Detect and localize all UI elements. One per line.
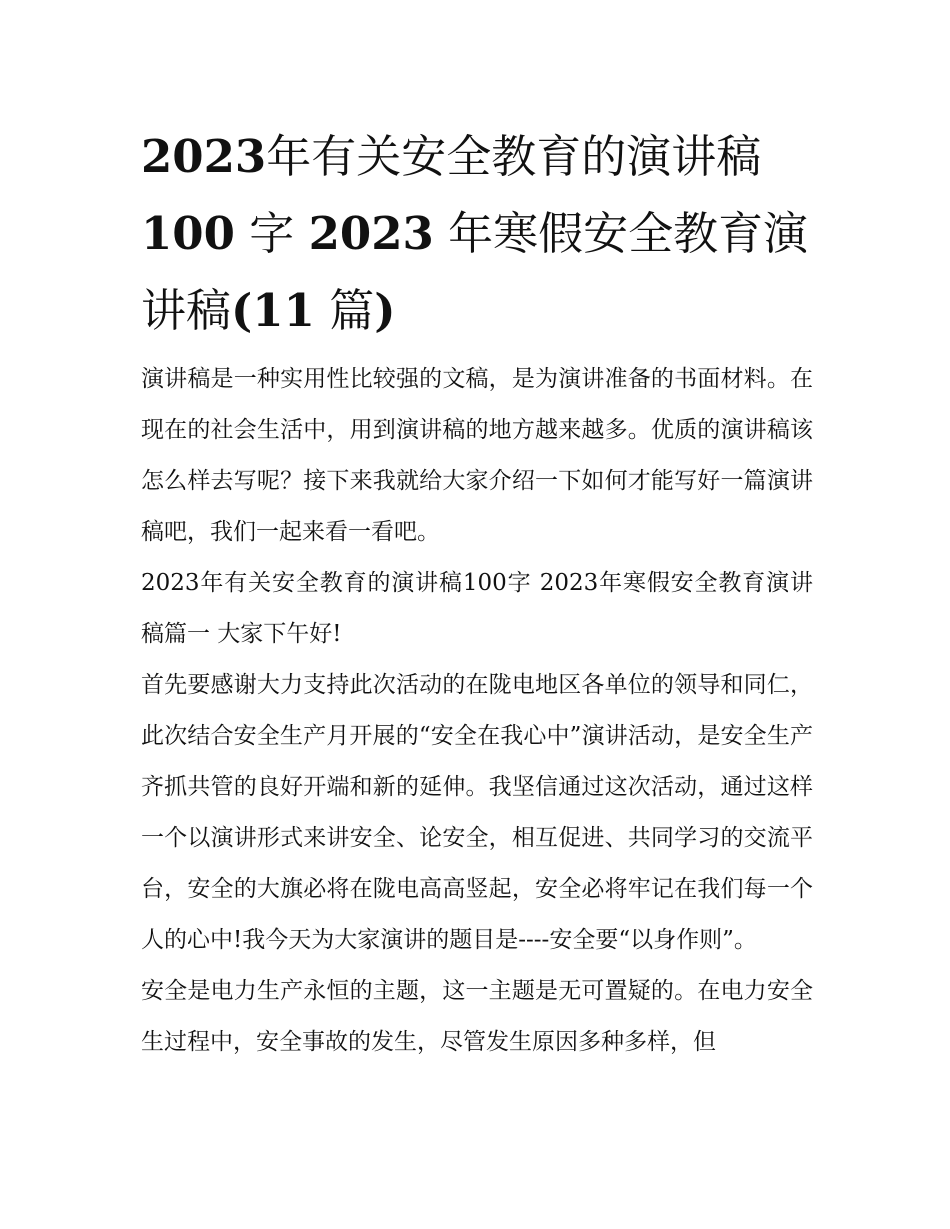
title-segment: 年有关安全教育的演讲稿 bbox=[266, 130, 762, 183]
document-title bbox=[141, 118, 813, 349]
paragraph-safety-theme: 安全是电力生产永恒的主题，这一主题是无可置疑的。在电力安全生过程中，安全事故的发生，尽管发生原因多种多样，但 bbox=[141, 978, 813, 1055]
title-segment: 篇 bbox=[329, 284, 375, 337]
title-segment: ) bbox=[374, 284, 396, 337]
title-segment: 年寒假安全教育演讲稿 bbox=[141, 207, 809, 337]
title-segment: 2023 bbox=[308, 207, 434, 260]
title-segment: 字 bbox=[249, 207, 295, 260]
title-segment: 2023 bbox=[141, 130, 267, 183]
document-page bbox=[141, 118, 813, 1068]
paragraph-intro: 演讲稿是一种实用性比较强的文稿，是为演讲准备的书面材料。在现在的社会生活中，用到演讲稿的地方越来越多。优质的演讲稿该怎么样去写呢？接下来我就给大家介绍一下如何才能写好一篇演讲稿吧，我们一起来看一看吧。 bbox=[141, 366, 813, 545]
paragraph-thanks: 首先要感谢大力支持此次活动的在陇电地区各单位的领导和同仁，此次结合安全生产月开展的“安全在我心中”演讲活动，是安全生产齐抓共管的良好开端和新的延伸。我坚信通过这次活动，通过这样一个以演讲形式来讲安全、论安全，相互促进、共同学习的交流平台，安全的大旗必将在陇电高高竖起，安全必将牢记在我们每一个人的心中!我今天为大家演讲的题目是----安全要“以身作则”。 bbox=[141, 672, 813, 953]
document-body bbox=[141, 354, 813, 1068]
paragraph-heading-line: 2023年有关安全教育的演讲稿100字 2023年寒假安全教育演讲稿篇一 大家下午好! bbox=[141, 570, 813, 647]
title-segment: 100 bbox=[141, 207, 235, 260]
title-segment: (11 bbox=[231, 284, 315, 337]
